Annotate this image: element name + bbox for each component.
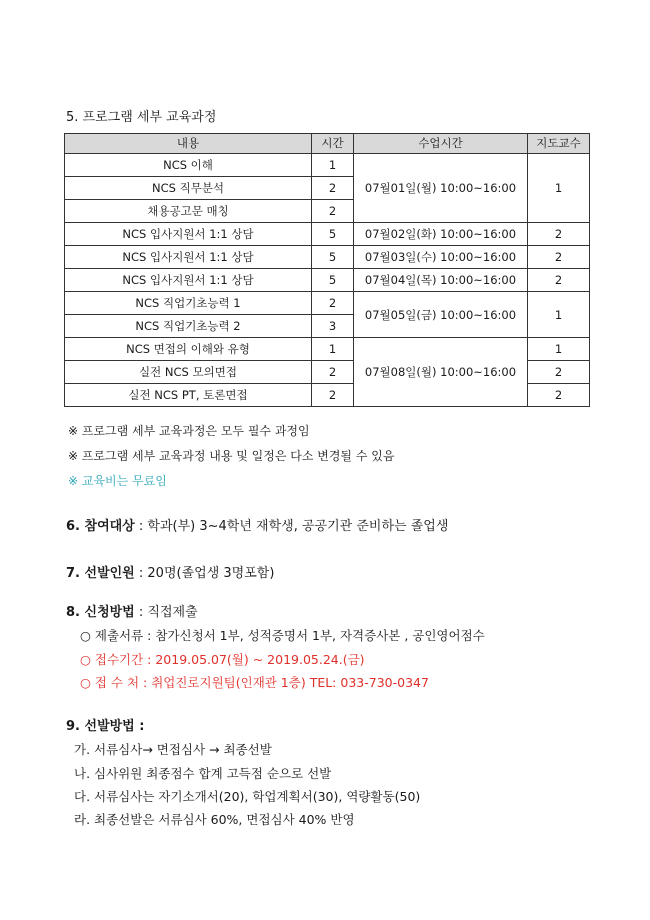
row-hours: 2	[312, 361, 354, 384]
row-professor: 2	[528, 361, 590, 384]
header-schedule: 수업시간	[354, 134, 528, 154]
row-content: NCS 입사지원서 1:1 상담	[65, 223, 312, 246]
section8	[66, 601, 198, 620]
curriculum-table	[64, 133, 590, 407]
row-hours: 1	[312, 338, 354, 361]
row-content: 실전 NCS 모의면접	[65, 361, 312, 384]
row-professor: 1	[528, 154, 590, 223]
section9	[66, 715, 144, 734]
section9-item-3: 다. 서류심사는 자기소개서(20), 학업계획서(30), 역량활동(50)	[74, 789, 421, 804]
note-required: ※ 프로그램 세부 교육과정은 모두 필수 과정임	[68, 424, 310, 438]
row-content: NCS 직업기초능력 1	[65, 292, 312, 315]
row-hours: 2	[312, 200, 354, 223]
row-professor: 2	[528, 246, 590, 269]
row-content: NCS 입사지원서 1:1 상담	[65, 269, 312, 292]
row-schedule: 07월05일(금) 10:00~16:00	[354, 292, 528, 338]
section9-item-2: 나. 심사위원 최종점수 합계 고득점 순으로 선발	[74, 766, 332, 781]
row-hours: 1	[312, 154, 354, 177]
row-content: NCS 직업기초능력 2	[65, 315, 312, 338]
section8-documents: ○ 제출서류 : 참가신청서 1부, 성적증명서 1부, 자격증사본 , 공인영어점수	[80, 628, 485, 643]
row-content: 채용공고문 매칭	[65, 200, 312, 223]
section9-label: 9. 선발방법 :	[66, 719, 145, 734]
table-row	[65, 292, 590, 315]
row-hours: 2	[312, 292, 354, 315]
row-hours: 2	[312, 384, 354, 407]
row-hours: 2	[312, 177, 354, 200]
section9-item-1: 가. 서류심사→ 면접심사 → 최종선발	[74, 742, 272, 757]
row-professor: 2	[528, 384, 590, 407]
row-professor: 2	[528, 223, 590, 246]
note-free: ※ 교육비는 무료임	[68, 474, 167, 488]
section5-title: 5. 프로그램 세부 교육과정	[66, 110, 217, 125]
section6	[66, 515, 448, 534]
table-row	[65, 246, 590, 269]
row-content: NCS 입사지원서 1:1 상담	[65, 246, 312, 269]
header-professor: 지도교수	[528, 134, 590, 154]
section6-value: : 학과(부) 3~4학년 재학생, 공공기관 준비하는 졸업생	[138, 519, 449, 534]
table-row	[65, 269, 590, 292]
row-schedule: 07월01일(월) 10:00~16:00	[354, 154, 528, 223]
row-hours: 5	[312, 269, 354, 292]
section6-label: 6. 참여대상	[66, 519, 135, 534]
table-row	[65, 223, 590, 246]
section8-label: 8. 신청방법	[66, 605, 135, 620]
row-content: NCS 이해	[65, 154, 312, 177]
row-professor: 1	[528, 292, 590, 338]
row-schedule: 07월04일(목) 10:00~16:00	[354, 269, 528, 292]
row-hours: 5	[312, 246, 354, 269]
row-content: NCS 면접의 이해와 유형	[65, 338, 312, 361]
section8-value: : 직접제출	[138, 605, 198, 620]
header-hours: 시간	[312, 134, 354, 154]
row-content: 실전 NCS PT, 토론면접	[65, 384, 312, 407]
row-hours: 3	[312, 315, 354, 338]
section8-location: ○ 접 수 처 : 취업진로지원팀(인재관 1층) TEL: 033-730-0347	[80, 675, 429, 690]
table-row	[65, 154, 590, 177]
section7	[66, 562, 274, 581]
row-schedule: 07월08일(월) 10:00~16:00	[354, 338, 528, 407]
row-hours: 5	[312, 223, 354, 246]
row-professor: 1	[528, 338, 590, 361]
row-schedule: 07월03일(수) 10:00~16:00	[354, 246, 528, 269]
table-header-row	[65, 134, 590, 154]
row-schedule: 07월02일(화) 10:00~16:00	[354, 223, 528, 246]
table-row	[65, 338, 590, 361]
section8-period: ○ 접수기간 : 2019.05.07(월) ~ 2019.05.24.(금)	[80, 652, 365, 667]
note-change: ※ 프로그램 세부 교육과정 내용 및 일정은 다소 변경될 수 있음	[68, 449, 395, 463]
section9-item-4: 라. 최종선발은 서류심사 60%, 면접심사 40% 반영	[74, 812, 355, 827]
row-content: NCS 직무분석	[65, 177, 312, 200]
row-professor: 2	[528, 269, 590, 292]
header-content: 내용	[65, 134, 312, 154]
section7-label: 7. 선발인원	[66, 566, 135, 581]
section7-value: : 20명(졸업생 3명포함)	[138, 566, 275, 581]
